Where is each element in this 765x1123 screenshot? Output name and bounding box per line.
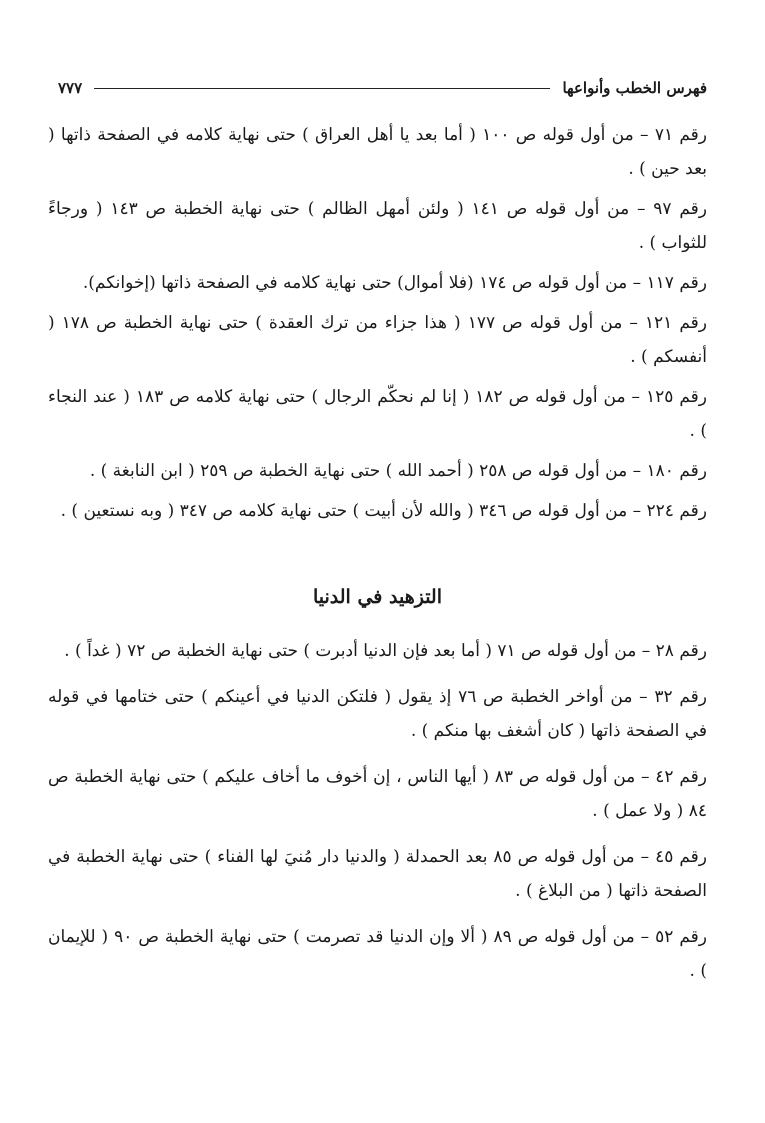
running-header: [58, 76, 707, 100]
entry-number: رقم ٩٧: [653, 199, 708, 219]
entry-number: رقم ٧١: [654, 125, 708, 145]
section-entries: [48, 634, 707, 988]
index-entry: [48, 680, 707, 748]
entry-text: – من أول قوله ص ٨٩ ( ألا وإن الدنيا قد تصرمت ) حتى نهاية الخطبة ص ٩٠ ( للإيمان ) .: [48, 927, 707, 981]
entry-number: رقم ٥٢: [655, 927, 707, 947]
index-entry: [48, 306, 707, 374]
index-entry: [48, 634, 707, 668]
entry-text: – من أول قوله ص ٧١ ( أما بعد فإن الدنيا أدبرت ) حتى نهاية الخطبة ص ٧٢ ( غداً ) .: [64, 641, 651, 661]
index-entry: [48, 454, 707, 488]
entry-text: – من أول قوله ص ١٨٢ ( إنا لم نحكّم الرجال ) حتى نهاية كلامه ص ١٨٣ ( عند النجاء ) .: [48, 387, 707, 441]
entry-text: – من أول قوله ص ١٠٠ ( أما بعد يا أهل العراق ) حتى نهاية كلامه في الصفحة ذاتها ( بعد حين ) .: [48, 125, 707, 179]
entry-number: رقم ٢٨: [655, 641, 707, 661]
entry-number: رقم ١١٧: [646, 273, 707, 293]
entry-text: – من أول قوله ص ٨٣ ( أيها الناس ، إن أخوف ما أخاف عليكم ) حتى نهاية الخطبة ص ٨٤ ( ولا عمل ) .: [48, 767, 707, 821]
entry-text: – من أول قوله ص ١٧٤ (فلا أموال) حتى نهاية كلامه في الصفحة ذاتها (إخوانكم).: [82, 273, 642, 293]
entry-text: – من أول قوله ص ١٧٧ ( هذا جزاء من ترك العقدة ) حتى نهاية الخطبة ص ١٧٨ ( أنفسكم ) .: [48, 313, 707, 367]
index-entry: [48, 266, 707, 300]
header-rule: [94, 88, 550, 89]
index-entry: [48, 192, 707, 260]
entry-text: – من أول قوله ص ٨٥ بعد الحمدلة ( والدنيا دار مُنيَ لها الفناء ) حتى نهاية الخطبة في الصفحة ذاتها ( من البلاغ ) .: [48, 847, 707, 901]
index-entry: [48, 840, 707, 908]
entry-number: رقم ١٢١: [644, 313, 707, 333]
entry-number: رقم ١٨٠: [646, 461, 707, 481]
index-entry: [48, 920, 707, 988]
index-entry: [48, 118, 707, 186]
index-entries: [48, 118, 707, 1000]
entry-number: رقم ٤٥: [655, 847, 708, 867]
entry-text: – من أول قوله ص ٣٤٦ ( والله لأن أبيت ) حتى نهاية كلامه ص ٣٤٧ ( وبه نستعين ) .: [60, 501, 642, 521]
entry-text: – من أول قوله ص ٢٥٨ ( أحمد الله ) حتى نهاية الخطبة ص ٢٥٩ ( ابن النابغة ) .: [89, 461, 642, 481]
entry-text: – من أول قوله ص ١٤١ ( ولئن أمهل الظالم ) حتى نهاية الخطبة ص ١٤٣ ( ورجاءً للثواب ) .: [48, 199, 707, 253]
entry-number: رقم ٣٢: [654, 687, 707, 707]
index-entry: [48, 760, 707, 828]
page-number: ٧٧٧: [58, 79, 83, 97]
index-entry: [48, 380, 707, 448]
entry-number: رقم ١٢٥: [645, 387, 707, 407]
entry-text: – من أواخر الخطبة ص ٧٦ إذ يقول ( فلتكن الدنيا في أعينكم ) حتى ختامها في قوله في الصفحة ذاتها ( كان أشغف بها منكم ) .: [48, 687, 707, 741]
header-title: فهرس الخطب وأنواعها: [562, 79, 707, 97]
entry-number: رقم ٤٢: [655, 767, 707, 787]
section-heading: التزهيد في الدنيا: [312, 586, 442, 608]
entry-number: رقم ٢٢٤: [646, 501, 707, 521]
index-entry: [48, 494, 707, 528]
